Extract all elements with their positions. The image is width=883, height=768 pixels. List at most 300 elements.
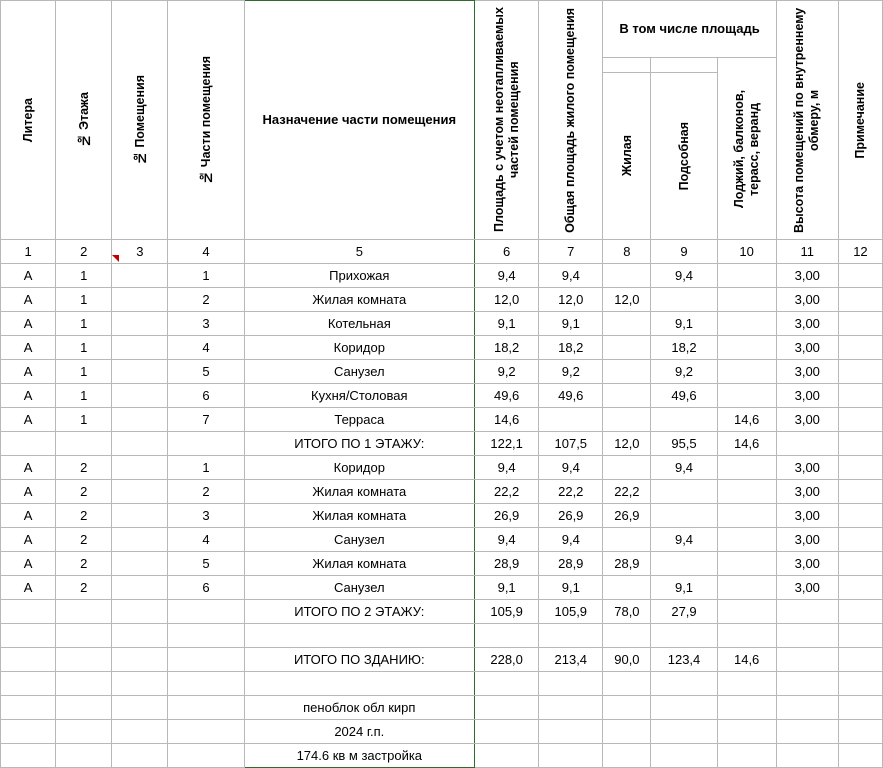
cell-empty[interactable] — [651, 696, 717, 720]
cell-empty[interactable] — [1, 624, 56, 648]
cell-empty[interactable] — [244, 672, 475, 696]
cell-floor[interactable] — [56, 600, 112, 624]
cell-height[interactable] — [776, 600, 838, 624]
cell-empty[interactable] — [717, 696, 776, 720]
cell-subtotal-label[interactable]: ИТОГО ПО 2 ЭТАЖУ: — [244, 600, 475, 624]
cell-balcony[interactable] — [717, 528, 776, 552]
cell-empty[interactable] — [112, 696, 168, 720]
cell-floor[interactable]: 2 — [56, 528, 112, 552]
cell-litera[interactable] — [1, 600, 56, 624]
cell-height[interactable]: 3,00 — [776, 456, 838, 480]
cell-height[interactable]: 3,00 — [776, 528, 838, 552]
cell-living[interactable] — [603, 408, 651, 432]
cell-utility[interactable]: 9,1 — [651, 312, 717, 336]
cell-litera[interactable] — [1, 432, 56, 456]
cell-purpose[interactable]: Санузел — [244, 576, 475, 600]
cell-living[interactable] — [603, 576, 651, 600]
cell-room-no[interactable] — [112, 600, 168, 624]
header-room-number: № Помещения — [112, 1, 168, 240]
note-row-year[interactable] — [1, 720, 883, 744]
cell-utility[interactable]: 27,9 — [651, 600, 717, 624]
cell-empty[interactable] — [717, 624, 776, 648]
cell-grand-total-label[interactable]: ИТОГО ПО ЗДАНИЮ: — [244, 648, 475, 672]
table-row[interactable] — [1, 312, 883, 336]
cell-empty[interactable] — [168, 672, 244, 696]
cell-part-no[interactable]: 2 — [168, 288, 244, 312]
cell-subtotal-label[interactable]: ИТОГО ПО 1 ЭТАЖУ: — [244, 432, 475, 456]
cell-room-no[interactable] — [112, 384, 168, 408]
cell-utility[interactable]: 9,2 — [651, 360, 717, 384]
cell-floor[interactable] — [56, 648, 112, 672]
cell-floor[interactable]: 1 — [56, 408, 112, 432]
cell-floor[interactable] — [56, 432, 112, 456]
cell-area-unheated[interactable]: 18,2 — [475, 336, 539, 360]
cell-empty[interactable] — [717, 744, 776, 768]
cell-empty[interactable] — [56, 696, 112, 720]
cell-empty[interactable] — [651, 744, 717, 768]
cell-utility[interactable] — [651, 552, 717, 576]
cell-litera[interactable]: А — [1, 288, 56, 312]
header-note: Примечание — [838, 1, 882, 240]
cell-empty[interactable] — [776, 624, 838, 648]
cell-empty[interactable] — [776, 720, 838, 744]
cell-room-no[interactable] — [112, 312, 168, 336]
cell-purpose[interactable]: Котельная — [244, 312, 475, 336]
cell-empty[interactable] — [475, 672, 539, 696]
cell-room-no[interactable] — [112, 480, 168, 504]
cell-note[interactable] — [838, 528, 882, 552]
table-row[interactable] — [1, 384, 883, 408]
cell-empty[interactable] — [603, 720, 651, 744]
cell-living[interactable] — [603, 360, 651, 384]
cell-empty[interactable] — [776, 744, 838, 768]
cell-floor[interactable]: 1 — [56, 384, 112, 408]
cell-litera[interactable]: А — [1, 528, 56, 552]
cell-area-living-total[interactable]: 18,2 — [539, 336, 603, 360]
cell-purpose[interactable]: Коридор — [244, 456, 475, 480]
header-litera: Литера — [1, 1, 56, 240]
cell-empty[interactable] — [475, 624, 539, 648]
cell-utility[interactable] — [651, 408, 717, 432]
cell-empty[interactable] — [475, 744, 539, 768]
cell-utility[interactable]: 49,6 — [651, 384, 717, 408]
cell-part-no[interactable]: 3 — [168, 504, 244, 528]
cell-height[interactable]: 3,00 — [776, 360, 838, 384]
cell-purpose[interactable]: Кухня/Столовая — [244, 384, 475, 408]
cell-living[interactable] — [603, 312, 651, 336]
cell-note[interactable] — [838, 288, 882, 312]
cell-utility[interactable]: 9,4 — [651, 456, 717, 480]
cell-area-living-total[interactable]: 12,0 — [539, 288, 603, 312]
cell-litera[interactable]: А — [1, 312, 56, 336]
cell-area-living-total[interactable]: 9,4 — [539, 528, 603, 552]
cell-balcony[interactable] — [717, 264, 776, 288]
table-row[interactable] — [1, 264, 883, 288]
cell-empty[interactable] — [539, 744, 603, 768]
cell-height[interactable]: 3,00 — [776, 384, 838, 408]
cell-height[interactable]: 3,00 — [776, 336, 838, 360]
cell-area-living-total[interactable]: 9,2 — [539, 360, 603, 384]
colnum-4: 4 — [168, 240, 244, 264]
cell-part-no[interactable]: 7 — [168, 408, 244, 432]
cell-utility[interactable]: 9,4 — [651, 264, 717, 288]
subtotal-row-floor-2[interactable] — [1, 600, 883, 624]
cell-note[interactable] — [838, 648, 882, 672]
cell-note[interactable] — [838, 552, 882, 576]
cell-room-no[interactable] — [112, 576, 168, 600]
cell-floor[interactable]: 1 — [56, 264, 112, 288]
cell-living[interactable]: 78,0 — [603, 600, 651, 624]
table-row[interactable] — [1, 480, 883, 504]
cell-note-text[interactable]: пеноблок обл кирп — [244, 696, 475, 720]
cell-note-text[interactable]: 174.6 кв м застройка — [244, 744, 475, 768]
cell-room-no[interactable] — [112, 360, 168, 384]
cell-note[interactable] — [838, 312, 882, 336]
cell-balcony[interactable] — [717, 288, 776, 312]
table-row[interactable] — [1, 408, 883, 432]
table-row[interactable] — [1, 336, 883, 360]
cell-floor[interactable]: 1 — [56, 336, 112, 360]
table-row[interactable] — [1, 360, 883, 384]
subtotal-row-floor-1[interactable] — [1, 432, 883, 456]
colnum-9: 9 — [651, 240, 717, 264]
cell-floor[interactable]: 1 — [56, 360, 112, 384]
cell-height[interactable]: 3,00 — [776, 504, 838, 528]
cell-living[interactable] — [603, 528, 651, 552]
cell-area-unheated[interactable]: 12,0 — [475, 288, 539, 312]
cell-room-no[interactable] — [112, 456, 168, 480]
table-row[interactable] — [1, 456, 883, 480]
cell-part-no[interactable] — [168, 600, 244, 624]
cell-height[interactable]: 3,00 — [776, 408, 838, 432]
cell-living[interactable]: 12,0 — [603, 432, 651, 456]
cell-utility[interactable] — [651, 288, 717, 312]
cell-utility[interactable]: 18,2 — [651, 336, 717, 360]
cell-balcony[interactable] — [717, 360, 776, 384]
cell-area-unheated[interactable]: 28,9 — [475, 552, 539, 576]
column-number-row — [1, 240, 883, 264]
cell-living[interactable]: 22,2 — [603, 480, 651, 504]
header-living: Жилая — [603, 73, 651, 240]
cell-empty[interactable] — [168, 720, 244, 744]
cell-litera[interactable]: А — [1, 480, 56, 504]
colnum-3: 3 — [112, 240, 168, 264]
colnum-7: 7 — [539, 240, 603, 264]
cell-part-no[interactable]: 1 — [168, 264, 244, 288]
cell-empty[interactable] — [1, 744, 56, 768]
cell-empty[interactable] — [244, 624, 475, 648]
cell-floor[interactable]: 2 — [56, 480, 112, 504]
cell-empty[interactable] — [112, 720, 168, 744]
cell-empty[interactable] — [539, 720, 603, 744]
cell-empty[interactable] — [838, 672, 882, 696]
cell-empty[interactable] — [168, 696, 244, 720]
cell-utility[interactable]: 9,4 — [651, 528, 717, 552]
cell-note[interactable] — [838, 360, 882, 384]
cell-note[interactable] — [838, 336, 882, 360]
cell-area-living-total[interactable]: 107,5 — [539, 432, 603, 456]
cell-height[interactable]: 3,00 — [776, 576, 838, 600]
cell-room-no[interactable] — [112, 552, 168, 576]
cell-height[interactable] — [776, 432, 838, 456]
cell-area-living-total[interactable]: 49,6 — [539, 384, 603, 408]
cell-floor[interactable]: 1 — [56, 288, 112, 312]
table-row[interactable] — [1, 504, 883, 528]
cell-empty[interactable] — [56, 744, 112, 768]
cell-balcony[interactable] — [717, 456, 776, 480]
cell-balcony[interactable] — [717, 576, 776, 600]
cell-area-living-total[interactable]: 213,4 — [539, 648, 603, 672]
cell-floor[interactable]: 2 — [56, 456, 112, 480]
cell-part-no[interactable]: 3 — [168, 312, 244, 336]
header-part-number: № Части помещения — [168, 1, 244, 240]
cell-empty[interactable] — [776, 696, 838, 720]
cell-room-no[interactable] — [112, 288, 168, 312]
cell-floor[interactable]: 2 — [56, 552, 112, 576]
header-floor: № Этажа — [56, 1, 112, 240]
header-group-spacer-utility — [651, 58, 717, 73]
cell-empty[interactable] — [1, 696, 56, 720]
colnum-12: 12 — [838, 240, 882, 264]
cell-utility[interactable]: 95,5 — [651, 432, 717, 456]
colnum-5: 5 — [244, 240, 475, 264]
cell-area-unheated[interactable]: 122,1 — [475, 432, 539, 456]
cell-area-unheated[interactable]: 9,4 — [475, 456, 539, 480]
cell-living[interactable] — [603, 264, 651, 288]
cell-empty[interactable] — [475, 696, 539, 720]
cell-empty[interactable] — [539, 696, 603, 720]
cell-empty[interactable] — [603, 672, 651, 696]
cell-empty[interactable] — [838, 744, 882, 768]
cell-utility[interactable]: 9,1 — [651, 576, 717, 600]
cell-balcony[interactable] — [717, 384, 776, 408]
cell-area-living-total[interactable]: 9,4 — [539, 456, 603, 480]
cell-empty[interactable] — [168, 624, 244, 648]
cell-empty[interactable] — [539, 672, 603, 696]
colnum-6: 6 — [475, 240, 539, 264]
cell-empty[interactable] — [168, 744, 244, 768]
cell-balcony[interactable] — [717, 504, 776, 528]
cell-empty[interactable] — [112, 744, 168, 768]
cell-litera[interactable]: А — [1, 552, 56, 576]
cell-area-unheated[interactable]: 14,6 — [475, 408, 539, 432]
header-room-height: Высота помещений по внутреннему обмеру, м — [776, 1, 838, 240]
empty-row[interactable] — [1, 672, 883, 696]
cell-note-text[interactable]: 2024 г.п. — [244, 720, 475, 744]
cell-room-no[interactable] — [112, 264, 168, 288]
cell-area-unheated[interactable]: 9,4 — [475, 264, 539, 288]
header-area-with-unheated: Площадь с учетом неотапливаемых частей помещения — [475, 1, 539, 240]
cell-note[interactable] — [838, 456, 882, 480]
cell-area-living-total[interactable]: 26,9 — [539, 504, 603, 528]
cell-litera[interactable]: А — [1, 384, 56, 408]
cell-purpose[interactable]: Санузел — [244, 360, 475, 384]
cell-room-no[interactable] — [112, 648, 168, 672]
cell-balcony[interactable] — [717, 552, 776, 576]
cell-utility[interactable] — [651, 504, 717, 528]
cell-area-living-total[interactable]: 9,4 — [539, 264, 603, 288]
table-row[interactable] — [1, 552, 883, 576]
cell-empty[interactable] — [717, 672, 776, 696]
cell-area-unheated[interactable]: 9,2 — [475, 360, 539, 384]
cell-part-no[interactable]: 6 — [168, 384, 244, 408]
colnum-1: 1 — [1, 240, 56, 264]
cell-area-living-total[interactable]: 105,9 — [539, 600, 603, 624]
cell-note[interactable] — [838, 264, 882, 288]
header-utility: Подсобная — [651, 73, 717, 240]
header-balcony: Лоджий, балконов, терасс, веранд — [717, 58, 776, 240]
cell-empty[interactable] — [838, 720, 882, 744]
cell-balcony[interactable]: 14,6 — [717, 408, 776, 432]
cell-balcony[interactable] — [717, 336, 776, 360]
cell-litera[interactable]: А — [1, 264, 56, 288]
cell-room-no[interactable] — [112, 528, 168, 552]
cell-utility[interactable] — [651, 480, 717, 504]
cell-room-no[interactable] — [112, 504, 168, 528]
cell-litera[interactable] — [1, 648, 56, 672]
note-row-footprint[interactable] — [1, 744, 883, 768]
cell-empty[interactable] — [838, 624, 882, 648]
cell-litera[interactable]: А — [1, 408, 56, 432]
cell-purpose[interactable]: Терраса — [244, 408, 475, 432]
cell-living[interactable] — [603, 456, 651, 480]
cell-balcony[interactable] — [717, 312, 776, 336]
cell-balcony[interactable]: 14,6 — [717, 648, 776, 672]
cell-purpose[interactable]: Жилая комната — [244, 552, 475, 576]
cell-empty[interactable] — [56, 624, 112, 648]
cell-height[interactable]: 3,00 — [776, 312, 838, 336]
cell-floor[interactable]: 2 — [56, 576, 112, 600]
cell-empty[interactable] — [475, 720, 539, 744]
header-purpose: Назначение части помещения — [244, 1, 475, 240]
cell-living[interactable]: 28,9 — [603, 552, 651, 576]
note-row-material[interactable] — [1, 696, 883, 720]
cell-balcony[interactable] — [717, 480, 776, 504]
cell-note[interactable] — [838, 576, 882, 600]
cell-part-no[interactable]: 1 — [168, 456, 244, 480]
cell-area-living-total[interactable]: 9,1 — [539, 576, 603, 600]
cell-litera[interactable]: А — [1, 504, 56, 528]
cell-area-unheated[interactable]: 26,9 — [475, 504, 539, 528]
colnum-8: 8 — [603, 240, 651, 264]
cell-height[interactable] — [776, 648, 838, 672]
cell-part-no[interactable] — [168, 432, 244, 456]
grand-total-row[interactable] — [1, 648, 883, 672]
cell-empty[interactable] — [603, 624, 651, 648]
cell-empty[interactable] — [1, 672, 56, 696]
cell-floor[interactable]: 1 — [56, 312, 112, 336]
cell-empty[interactable] — [1, 720, 56, 744]
header-total-living-area: Общая площадь жилого помещения — [539, 1, 603, 240]
cell-area-unheated[interactable]: 22,2 — [475, 480, 539, 504]
table-header-row — [1, 1, 883, 58]
cell-area-unheated[interactable]: 49,6 — [475, 384, 539, 408]
cell-litera[interactable]: А — [1, 336, 56, 360]
cell-area-unheated[interactable]: 9,4 — [475, 528, 539, 552]
cell-floor[interactable]: 2 — [56, 504, 112, 528]
cell-note[interactable] — [838, 432, 882, 456]
cell-room-no[interactable] — [112, 336, 168, 360]
cell-note[interactable] — [838, 480, 882, 504]
cell-note[interactable] — [838, 600, 882, 624]
cell-part-no[interactable]: 2 — [168, 480, 244, 504]
cell-part-no[interactable]: 5 — [168, 552, 244, 576]
cell-area-unheated[interactable]: 9,1 — [475, 576, 539, 600]
cell-part-no[interactable]: 6 — [168, 576, 244, 600]
table-row[interactable] — [1, 576, 883, 600]
header-group-including-area: В том числе площадь — [603, 1, 776, 58]
empty-row[interactable] — [1, 624, 883, 648]
cell-part-no[interactable] — [168, 648, 244, 672]
cell-empty[interactable] — [651, 672, 717, 696]
cell-litera[interactable]: А — [1, 360, 56, 384]
cell-purpose[interactable]: Санузел — [244, 528, 475, 552]
cell-height[interactable]: 3,00 — [776, 480, 838, 504]
cell-note[interactable] — [838, 504, 882, 528]
cell-area-unheated[interactable]: 9,1 — [475, 312, 539, 336]
cell-height[interactable]: 3,00 — [776, 552, 838, 576]
cell-empty[interactable] — [56, 720, 112, 744]
cell-purpose[interactable]: Прихожая — [244, 264, 475, 288]
cell-balcony[interactable]: 14,6 — [717, 432, 776, 456]
cell-empty[interactable] — [603, 696, 651, 720]
cell-empty[interactable] — [539, 624, 603, 648]
cell-height[interactable]: 3,00 — [776, 264, 838, 288]
cell-area-unheated[interactable]: 105,9 — [475, 600, 539, 624]
cell-empty[interactable] — [112, 672, 168, 696]
cell-litera[interactable]: А — [1, 576, 56, 600]
cell-living[interactable]: 26,9 — [603, 504, 651, 528]
cell-area-living-total[interactable]: 28,9 — [539, 552, 603, 576]
cell-height[interactable]: 3,00 — [776, 288, 838, 312]
cell-area-living-total[interactable]: 22,2 — [539, 480, 603, 504]
cell-living[interactable] — [603, 384, 651, 408]
cell-part-no[interactable]: 4 — [168, 336, 244, 360]
cell-empty[interactable] — [56, 672, 112, 696]
cell-empty[interactable] — [838, 696, 882, 720]
cell-purpose[interactable]: Жилая комната — [244, 504, 475, 528]
colnum-11: 11 — [776, 240, 838, 264]
cell-purpose[interactable]: Коридор — [244, 336, 475, 360]
cell-purpose[interactable]: Жилая комната — [244, 480, 475, 504]
cell-litera[interactable]: А — [1, 456, 56, 480]
cell-note[interactable] — [838, 408, 882, 432]
cell-part-no[interactable]: 4 — [168, 528, 244, 552]
cell-room-no[interactable] — [112, 432, 168, 456]
cell-purpose[interactable]: Жилая комната — [244, 288, 475, 312]
cell-room-no[interactable] — [112, 408, 168, 432]
cell-empty[interactable] — [651, 624, 717, 648]
cell-empty[interactable] — [717, 720, 776, 744]
colnum-2: 2 — [56, 240, 112, 264]
cell-living[interactable]: 12,0 — [603, 288, 651, 312]
cell-part-no[interactable]: 5 — [168, 360, 244, 384]
cell-empty[interactable] — [776, 672, 838, 696]
cell-empty[interactable] — [603, 744, 651, 768]
cell-area-living-total[interactable] — [539, 408, 603, 432]
cell-note[interactable] — [838, 384, 882, 408]
cell-area-living-total[interactable]: 9,1 — [539, 312, 603, 336]
cell-utility[interactable]: 123,4 — [651, 648, 717, 672]
cell-living[interactable] — [603, 336, 651, 360]
table-row[interactable] — [1, 288, 883, 312]
cell-empty[interactable] — [651, 720, 717, 744]
cell-empty[interactable] — [112, 624, 168, 648]
table-row[interactable] — [1, 528, 883, 552]
cell-area-unheated[interactable]: 228,0 — [475, 648, 539, 672]
cell-balcony[interactable] — [717, 600, 776, 624]
cell-living[interactable]: 90,0 — [603, 648, 651, 672]
